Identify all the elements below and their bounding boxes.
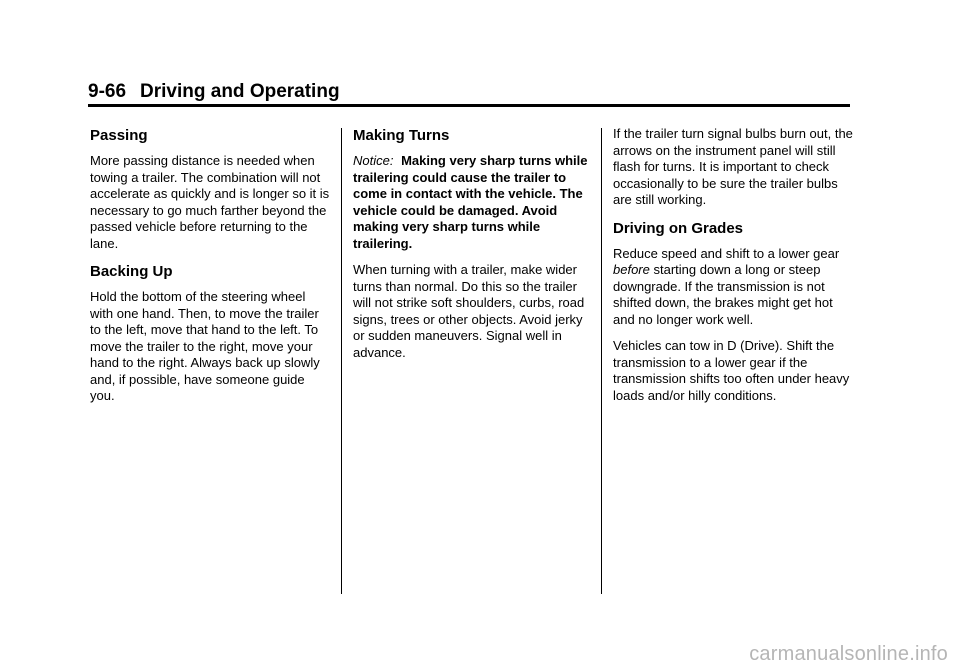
grades-paragraph [613, 246, 855, 329]
column-divider [601, 128, 602, 594]
column-1 [90, 126, 332, 415]
watermark: carmanualsonline.info [749, 643, 948, 665]
grades-emphasis: before [613, 262, 650, 277]
page-number: 9-66 [88, 81, 127, 102]
tow-drive-paragraph: Vehicles can tow in D (Drive). Shift the transmission to a lower gear if the transmission shifts too often under heavy loads and/or hilly conditions. [613, 338, 850, 403]
making-turns-paragraph: When turning with a trailer, make wider turns than normal. Do this so the trailer will not strike soft shoulders, curbs, road signs, trees or other objects. Avoid jerky or sudden maneuvers. Signal well in advance. [353, 262, 585, 360]
notice-text: Making very sharp turns while trailering could cause the trailer to come in contact with the vehicle. The vehicle could be damaged. Avoid making very sharp turns while trailering. [353, 153, 588, 251]
header-rule [88, 104, 850, 107]
driving-on-grades-heading: Driving on Grades [613, 219, 744, 237]
making-turns-heading: Making Turns [353, 127, 450, 144]
turn-signal-paragraph: If the trailer turn signal bulbs burn out, the arrows on the instrument panel will still flash for turns. It is important to check occasionally to be sure the trailer bulbs are still working. [613, 126, 853, 207]
column-3 [613, 126, 855, 414]
notice-paragraph [353, 153, 595, 252]
passing-heading: Passing [90, 127, 148, 144]
backing-up-paragraph: Hold the bottom of the steering wheel with one hand. Then, to move the trailer to the left, move that hand to the left. To move the trailer to the right, move your hand to the right. Always back up slowly and, if possible, have someone guide you. [90, 289, 320, 403]
grades-text-start: Reduce speed and shift to a lower gear [613, 245, 840, 261]
notice-label: Notice: [353, 153, 394, 168]
column-2 [353, 126, 595, 371]
backing-up-heading: Backing Up [90, 263, 173, 280]
column-divider [341, 128, 342, 594]
grades-text-end: starting down a long or steep downgrade. If the transmission is not shifted down, the brakes might get hot and no longer work well. [613, 262, 833, 327]
passing-paragraph: More passing distance is needed when towing a trailer. The combination will not accelerate as quickly and is longer so it is necessary to go much farther beyond the passed vehicle before returning to the lane. [90, 153, 330, 251]
page-header [88, 80, 850, 104]
section-title: Driving and Operating [140, 81, 340, 102]
